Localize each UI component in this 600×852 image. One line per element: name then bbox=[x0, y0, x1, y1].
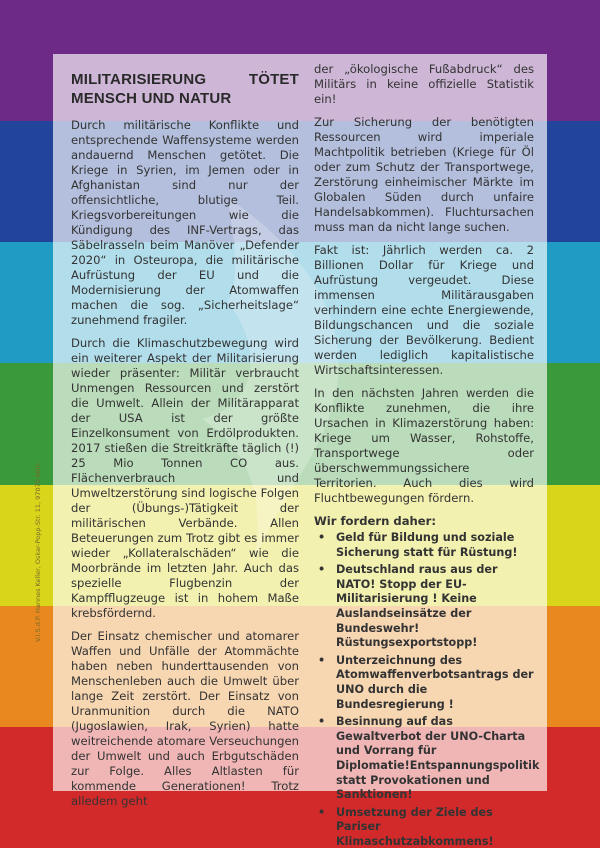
list-item: • Umsetzung der Ziele des Pariser Klimaschutzabkommens! bbox=[318, 805, 494, 848]
paragraph: Durch militärische Konflikte und entsprechende Waffensysteme werden andauernd Menschen getötet. Die Kriege in Syrien, im Jemen oder in Afghanistan sind nur der offensichtliche, blutige Teil. Kriegsvorbereitungen wie die Kündigung des INF-Vertrags, das Säbelrasseln beim Manöver „Defender 2020“ in Osteuropa, die militärische Aufrüstung der EU und die Modernisierung der Atomwaffen machen die sog. „Sicherheitslage“ zunehmend fragiler. bbox=[71, 118, 299, 327]
paragraph: Fakt ist: Jährlich werden ca. 2 Billionen Dollar für Kriege und Aufrüstung vergeudet. Diese immensen Militärausgaben verhindern eine echte Energiewende, Bildungschancen und die soziale Sicherung der Bevölkerung. Bedient werden lediglich kapitalistische Wirtschaftsinteressen. bbox=[314, 243, 534, 377]
paragraph: Durch die Klimaschutzbewegung wird ein weiterer Aspekt der Militarisierung wieder präsenter: Militär verbraucht Unmengen Ressourcen und zerstört die Umwelt. Allein der Militärapparat der USA ist der größte Einzelkonsument von Erdölprodukten. 2017 stießen die Streitkräfte täglich (!) 25 Mio Tonnen CO aus. Flächenverbrauch und Umweltzerstörung sind logische Folgen der (Übungs-)Tätigkeit der militärischen Verbände. Allen Beteuerungen zum Trotz gibt es immer wieder „Kollateralschäden“ wie die Moorbrände im letzten Jahr. Auch das spezielle Flugbenzin der Kampfflugzeuge ist in hohem Maße krebsfördernd. bbox=[71, 336, 299, 620]
list-item: • Besinnung auf das Gewaltverbot der UNO-Charta und Vorrang für Diplomatie!Entspannungspolitik statt Provokationen und Sanktionen! bbox=[318, 715, 540, 802]
bullet-icon: • bbox=[318, 531, 326, 544]
bullet-icon: • bbox=[318, 653, 326, 667]
text-panel bbox=[53, 54, 547, 848]
imprint: V.i.S.d.P. Hannes Keller, Oskar-Popp-Str. 11, 97070 Köln bbox=[34, 463, 42, 642]
bullet-icon: • bbox=[318, 715, 326, 729]
left-column bbox=[71, 62, 299, 817]
page-title: MILITARISIERUNG TÖTET MENSCH UND NATUR bbox=[71, 71, 299, 107]
list-item: • Geld für Bildung und soziale Sicherung statt für Rüstung! bbox=[318, 531, 518, 559]
right-column bbox=[314, 62, 540, 852]
list-item: • Unterzeichnung des Atomwaffenverbotsantrags der UNO durch die Bundesregierung ! bbox=[318, 653, 534, 711]
demands-title: Wir fordern daher: bbox=[314, 514, 437, 528]
demands-list bbox=[314, 531, 540, 849]
paragraph: In den nächsten Jahren werden die Konflikte zunehmen, die ihre Ursachen in Klimazerstörung haben: Kriege um Wasser, Rohstoffe, Transportwege oder überschwemmungssichere Territorien. Auch dies wird Fluchtbewegungen fördern. bbox=[314, 386, 534, 505]
list-item: • Deutschland raus aus der NATO! Stopp der EU- Militarisierung ! Keine Auslandseinsätze der Bundeswehr! Rüstungsexportstopp! bbox=[318, 563, 498, 650]
paragraph: der „ökologische Fußabdruck“ des Militärs in keine offizielle Statistik ein! bbox=[314, 62, 534, 106]
paragraph: Zur Sicherung der benötigten Ressourcen wird imperiale Machtpolitik betrieben (Kriege für Öl oder zum Schutz der Transportwege, Zerstörung einheimischer Märkte im Globalen Süden durch unfaire Handelsabkommen). Fluchtursachen muss man da nicht lange suchen. bbox=[314, 115, 534, 234]
bullet-icon: • bbox=[318, 563, 326, 577]
paragraph: Der Einsatz chemischer und atomarer Waffen und Unfälle der Atommächte haben neben hunderttausenden von Menschenleben auch die Umwelt über lange Zeit zerstört. Der Einsatz von Uranmunition durch die NATO (Jugoslawien, Irak, Syrien) hatte weitreichende atomare Verseuchungen der Umwelt und auch Erbgutschäden zur Folge. Alles Altlasten für kommende Generationen! Trotz alledem geht bbox=[71, 629, 299, 808]
bullet-icon: • bbox=[318, 805, 326, 819]
